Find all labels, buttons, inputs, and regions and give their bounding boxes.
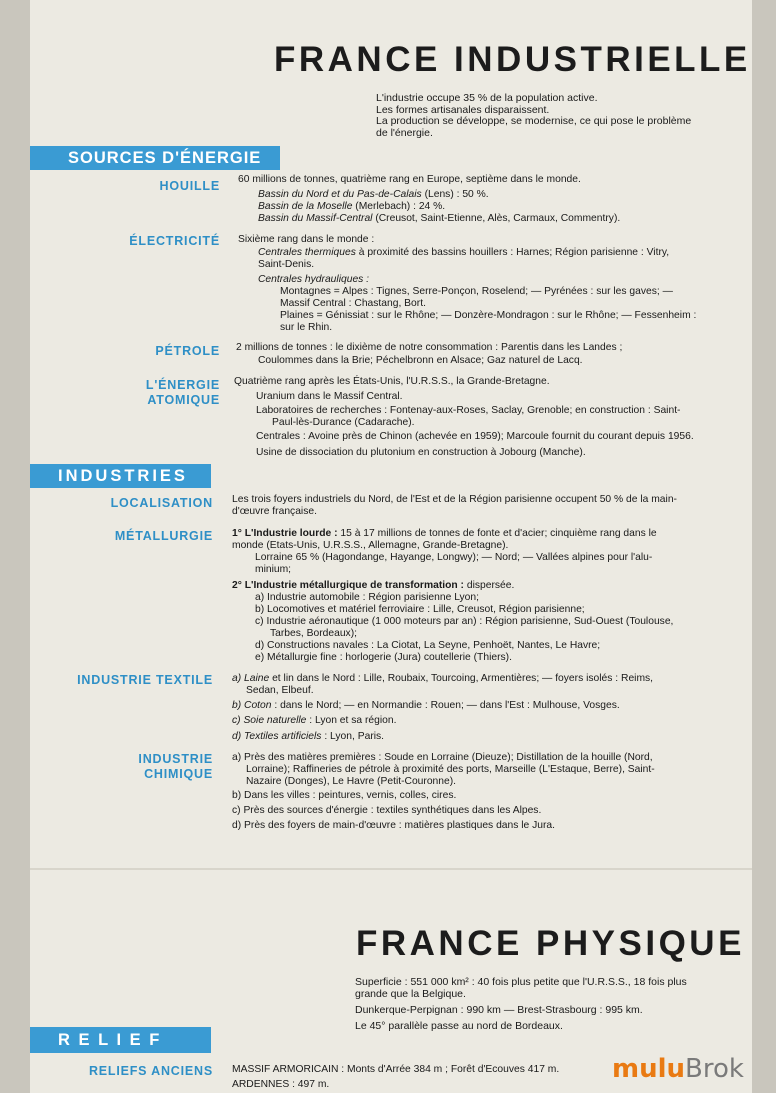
intro-physique: Superficie : 551 000 km² : 40 fois plus petite que l'U.R.S.S., 18 fois plus grande que la Belgique. Dunkerque-Perpignan : 990 km — Brest-Strasbourg : 995 km. Le 45° parallèle passe au nord de Bordeaux. bbox=[355, 976, 687, 1032]
houille-line: 60 millions de tonnes, quatrième rang en Europe, septième dans le monde. bbox=[238, 174, 581, 185]
metallurgie-line: b) Locomotives et matériel ferroviaire : Lille, Creusot, Région parisienne; bbox=[255, 604, 585, 615]
label-petrole: PÉTROLE bbox=[155, 344, 220, 358]
petrole-line: Coulommes dans la Brie; Péchelbronn en Alsace; Gaz naturel de Lacq. bbox=[258, 355, 583, 366]
houille-line: Bassin de la Moselle (Merlebach) : 24 %. bbox=[258, 201, 446, 212]
atomique-line: Paul-lès-Durance (Cadarache). bbox=[272, 417, 415, 428]
houille-line: Bassin du Nord et du Pas-de-Calais (Lens) : 50 %. bbox=[258, 189, 489, 200]
electricite-line: Massif Central : Chastang, Bort. bbox=[280, 298, 426, 309]
chimique-line: b) Dans les villes : peintures, vernis, colles, cires. bbox=[232, 790, 457, 801]
chimique-line: d) Près des foyers de main-d'œuvre : matières plastiques dans le Jura. bbox=[232, 820, 556, 831]
label-energie-atomique: L'ÉNERGIE ATOMIQUE bbox=[145, 378, 220, 407]
page-fold bbox=[30, 868, 752, 870]
electricite-line: Centrales thermiques à proximité des bassins houillers : Harnes; Région parisienne : Vitry, bbox=[258, 247, 670, 258]
atomique-line: Usine de dissociation du plutonium en construction à Jobourg (Manche). bbox=[256, 447, 586, 458]
section-band-sources: SOURCES D'ÉNERGIE bbox=[30, 146, 280, 170]
electricite-line: Montagnes = Alpes : Tignes, Serre-Ponçon, Roselend; — Pyrénées : sur les gaves; — bbox=[280, 286, 673, 297]
electricite-line: sur le Rhin. bbox=[280, 322, 333, 333]
title-france-industrielle: FRANCE INDUSTRIELLE bbox=[274, 40, 751, 79]
atomique-line: Laboratoires de recherches : Fontenay-aux-Roses, Saclay, Grenoble; en construction : Saint- bbox=[256, 405, 681, 416]
metallurgie-line: d) Constructions navales : La Ciotat, La Seyne, Penhoët, Nantes, Le Havre; bbox=[255, 640, 601, 651]
textile-line: d) Textiles artificiels : Lyon, Paris. bbox=[232, 731, 385, 742]
textile-line: Sedan, Elbeuf. bbox=[246, 685, 314, 696]
title-france-physique: FRANCE PHYSIQUE bbox=[356, 924, 745, 963]
intro-industrielle: L'industrie occupe 35 % de la population active. Les formes artisanales disparaissent. La production se développe, se modernise, ce qui pose le problème de l'énergie. bbox=[376, 92, 692, 139]
section-band-relief: R E L I E F bbox=[30, 1027, 211, 1053]
chimique-line: Lorraine); Raffineries de pétrole à proximité des ports, Marseille (L'Estaque, Berre), Saint- bbox=[246, 764, 655, 775]
section-band-industries: INDUSTRIES bbox=[30, 464, 211, 488]
metallurgie-line: 2° L'Industrie métallurgique de transformation : dispersée. bbox=[232, 580, 515, 591]
reliefs-line: MASSIF ARMORICAIN : Monts d'Arrée 384 m ; Forêt d'Ecouves 417 m. bbox=[232, 1064, 560, 1075]
houille-line: Bassin du Massif-Central (Creusot, Saint-Etienne, Alès, Carmaux, Commentry). bbox=[258, 213, 621, 224]
atomique-line: Quatrième rang après les États-Unis, l'U.R.S.S., la Grande-Bretagne. bbox=[234, 376, 550, 387]
atomique-line: Centrales : Avoine près de Chinon (achevée en 1959); Marcoule fournit du courant depuis 1956. bbox=[256, 431, 694, 442]
metallurgie-line: e) Métallurgie fine : horlogerie (Jura) coutellerie (Thiers). bbox=[255, 652, 512, 663]
metallurgie-line: Lorraine 65 % (Hagondange, Hayange, Longwy); — Nord; — Vallées alpines pour l'alu- bbox=[255, 552, 653, 563]
textile-line: c) Soie naturelle : Lyon et sa région. bbox=[232, 715, 397, 726]
label-reliefs-anciens: RELIEFS ANCIENS bbox=[88, 1064, 213, 1078]
electricite-line: Plaines = Génissiat : sur le Rhône; — Donzère-Mondragon : sur le Rhône; — Fessenheim : bbox=[280, 310, 697, 321]
localisation-line: Les trois foyers industriels du Nord, de l'Est et de la Région parisienne occupent 50 % de la main- bbox=[232, 494, 677, 505]
label-metallurgie: MÉTALLURGIE bbox=[114, 529, 213, 543]
metallurgie-line: a) Industrie automobile : Région parisienne Lyon; bbox=[255, 592, 479, 603]
metallurgie-line: minium; bbox=[255, 564, 292, 575]
electricite-line: Centrales hydrauliques : bbox=[258, 274, 370, 285]
localisation-line: d'œuvre française. bbox=[232, 506, 317, 517]
label-industrie-textile: INDUSTRIE TEXTILE bbox=[77, 673, 213, 687]
metallurgie-line: 1° L'Industrie lourde : 15 à 17 millions de tonnes de fonte et d'acier; cinquième rang dans le bbox=[232, 528, 657, 539]
watermark-logo: muluBrok bbox=[612, 1054, 744, 1084]
textile-line: a) Laine et lin dans le Nord : Lille, Roubaix, Tourcoing, Armentières; — foyers isolés : Reims, bbox=[232, 673, 654, 684]
metallurgie-line: monde (Etats-Unis, U.R.S.S., Allemagne, Grande-Bretagne). bbox=[232, 540, 509, 551]
electricite-line: Sixième rang dans le monde : bbox=[238, 234, 375, 245]
chimique-line: Nazaire (Donges), Le Havre (Petit-Couronne). bbox=[246, 776, 457, 787]
atomique-line: Uranium dans le Massif Central. bbox=[256, 391, 403, 402]
metallurgie-line: Tarbes, Bordeaux); bbox=[270, 628, 357, 639]
chimique-line: a) Près des matières premières : Soude en Lorraine (Dieuze); Distillation de la houille (Nord, bbox=[232, 752, 653, 763]
petrole-line: 2 millions de tonnes : le dixième de notre consommation : Parentis dans les Landes ; bbox=[236, 342, 623, 353]
reliefs-line: ARDENNES : 497 m. bbox=[232, 1079, 330, 1090]
label-electricite: ÉLECTRICITÉ bbox=[129, 234, 220, 248]
metallurgie-line: c) Industrie aéronautique (1 000 moteurs par an) : Région parisienne, Sud-Ouest (Toulouse, bbox=[255, 616, 674, 627]
textile-line: b) Coton : dans le Nord; — en Normandie : Rouen; — dans l'Est : Mulhouse, Vosges. bbox=[232, 700, 620, 711]
chimique-line: c) Près des sources d'énergie : textiles synthétiques dans les Alpes. bbox=[232, 805, 542, 816]
electricite-line: Saint-Denis. bbox=[258, 259, 315, 270]
label-houille: HOUILLE bbox=[159, 179, 220, 193]
label-localisation: LOCALISATION bbox=[110, 496, 213, 510]
label-industrie-chimique: INDUSTRIE CHIMIQUE bbox=[138, 752, 213, 781]
